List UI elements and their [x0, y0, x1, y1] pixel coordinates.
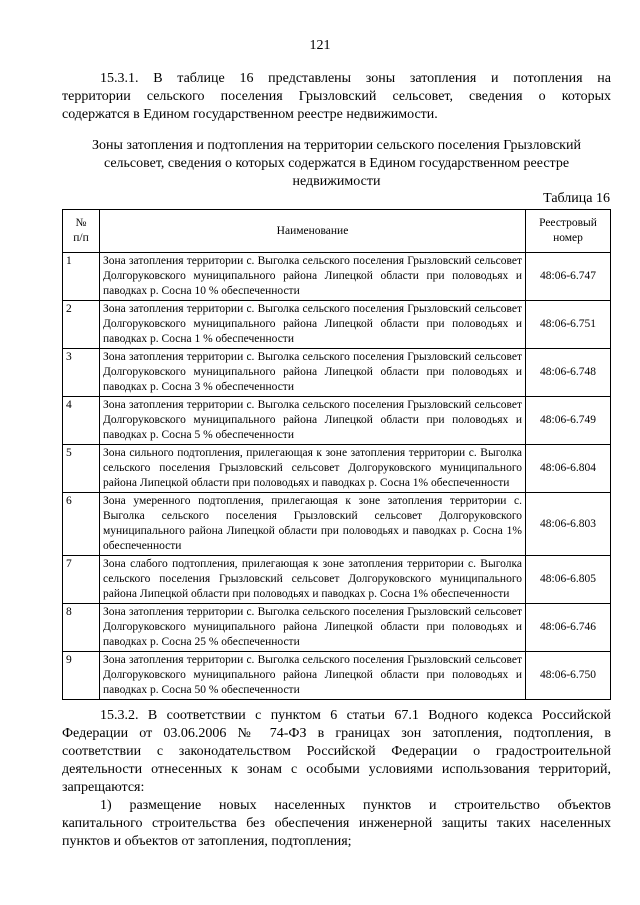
paragraph-3 — [62, 797, 611, 851]
table-row — [63, 253, 611, 301]
row-name: Зона сильного подтопления, прилегающая к зоне затопления территории с. Выголка сельского поселения Грызловский сельсовет Долгоруковского муниципального района Липецкой области при половодьях и паводках р. Сосна 1% обеспеченности — [100, 445, 526, 493]
row-name: Зона слабого подтопления, прилегающая к зоне затопления территории с. Выголка сельского поселения Грызловский сельсовет Долгоруковского муниципального района Липецкой области при половодьях и паводках р. Сосна 1% обеспеченности — [100, 556, 526, 604]
row-name: Зона затопления территории с. Выголка сельского поселения Грызловский сельсовет Долгоруковского муниципального района Липецкой области при половодьях и паводках р. Сосна 1 % обеспеченности — [100, 301, 526, 349]
row-number: 8 — [63, 604, 100, 652]
row-registry: 48:06-6.751 — [526, 301, 611, 349]
row-number: 2 — [63, 301, 100, 349]
paragraph-2-line-2: Федерации от 03.06.2006 № 74-ФЗ в границах зон затопления, подтопления, в — [62, 726, 611, 741]
paragraph-2-line-1: 15.3.2. В соответствии с пунктом 6 статьи 67.1 Водного кодекса Российской — [100, 708, 611, 723]
table-title — [62, 137, 611, 191]
table-row — [63, 301, 611, 349]
intro-line-3: содержатся в Едином государственном реестре недвижимости. — [62, 107, 438, 122]
header-name: Наименование — [100, 210, 526, 253]
row-number: 5 — [63, 445, 100, 493]
table-label: Таблица 16 — [543, 191, 610, 206]
row-number: 4 — [63, 397, 100, 445]
paragraph-2-line-3: соответствии с законодательством Российской Федерации о градостроительной — [62, 744, 611, 759]
row-registry: 48:06-6.747 — [526, 253, 611, 301]
intro-line-1: 15.3.1. В таблице 16 представлены зоны затопления и потопления на — [100, 71, 611, 86]
row-number: 7 — [63, 556, 100, 604]
table-title-line-1: Зоны затопления и подтопления на территории сельского поселения Грызловский — [92, 138, 581, 153]
paragraph-3-line-1: 1) размещение новых населенных пунктов и строительство объектов — [100, 798, 611, 813]
table-row — [63, 445, 611, 493]
row-name: Зона затопления территории с. Выголка сельского поселения Грызловский сельсовет Долгоруковского муниципального района Липецкой области при половодьях и паводках р. Сосна 10 % обеспеченности — [100, 253, 526, 301]
row-number: 1 — [63, 253, 100, 301]
table-row — [63, 652, 611, 700]
row-number: 9 — [63, 652, 100, 700]
paragraph-3-line-3: пунктов и объектов от затопления, подтопления; — [62, 834, 352, 849]
row-registry: 48:06-6.748 — [526, 349, 611, 397]
table-row — [63, 349, 611, 397]
row-name: Зона умеренного подтопления, прилегающая к зоне затопления территории с. Выголка сельского поселения Грызловский сельсовет Долгоруковского муниципального района Липецкой области при половодьях и паводках р. Сосна 1% обеспеченности — [100, 493, 526, 556]
table-row — [63, 397, 611, 445]
table-row — [63, 556, 611, 604]
paragraph-2-line-5: запрещаются: — [62, 780, 145, 795]
row-registry: 48:06-6.803 — [526, 493, 611, 556]
row-name: Зона затопления территории с. Выголка сельского поселения Грызловский сельсовет Долгоруковского муниципального района Липецкой области при половодьях и паводках р. Сосна 50 % обеспеченности — [100, 652, 526, 700]
table-title-line-3: недвижимости — [292, 174, 381, 189]
row-registry: 48:06-6.805 — [526, 556, 611, 604]
row-number: 6 — [63, 493, 100, 556]
paragraph-3-line-2: капитального строительства без обеспечения инженерной защиты таких населенных — [62, 816, 611, 831]
intro-paragraph — [62, 70, 611, 124]
table-row — [63, 493, 611, 556]
intro-line-2: территории сельского поселения Грызловский сельсовет, сведения о которых — [62, 89, 611, 104]
paragraph-2 — [62, 707, 611, 797]
header-number: № п/п — [63, 210, 100, 253]
table-title-line-2: сельсовет, сведения о которых содержатся в Едином государственном реестре — [103, 156, 570, 171]
row-name: Зона затопления территории с. Выголка сельского поселения Грызловский сельсовет Долгоруковского муниципального района Липецкой области при половодьях и паводках р. Сосна 5 % обеспеченности — [100, 397, 526, 445]
header-registry: Реестровый номер — [526, 210, 611, 253]
row-name: Зона затопления территории с. Выголка сельского поселения Грызловский сельсовет Долгоруковского муниципального района Липецкой области при половодьях и паводках р. Сосна 3 % обеспеченности — [100, 349, 526, 397]
row-name: Зона затопления территории с. Выголка сельского поселения Грызловский сельсовет Долгоруковского муниципального района Липецкой области при половодьях и паводках р. Сосна 25 % обеспеченности — [100, 604, 526, 652]
row-registry: 48:06-6.750 — [526, 652, 611, 700]
row-registry: 48:06-6.804 — [526, 445, 611, 493]
row-registry: 48:06-6.746 — [526, 604, 611, 652]
row-number: 3 — [63, 349, 100, 397]
row-registry: 48:06-6.749 — [526, 397, 611, 445]
table-row — [63, 604, 611, 652]
table-header-row — [63, 210, 611, 253]
zones-table — [62, 209, 611, 700]
page-number: 121 — [309, 38, 331, 53]
paragraph-2-line-4: деятельности отнесенных к зонам с особыми условиями использования территорий, — [62, 762, 611, 777]
